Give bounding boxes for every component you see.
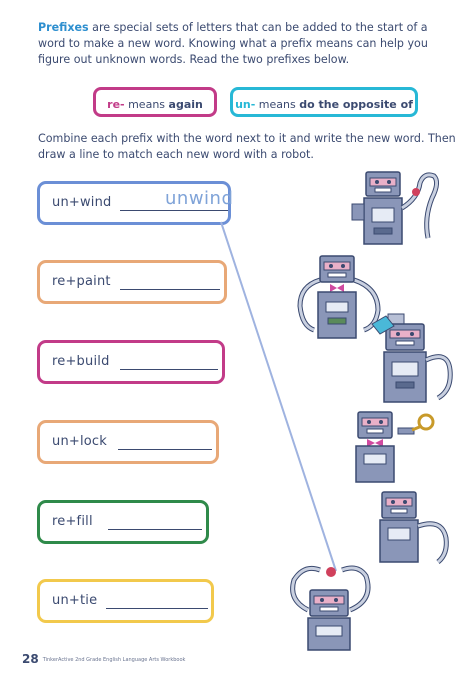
prefix-re-label: re- bbox=[107, 98, 125, 111]
instructions: Combine each prefix with the word next to it and write the new word. Then draw a line to match each new word with a robot. bbox=[38, 132, 456, 161]
robot-winding-key[interactable] bbox=[348, 168, 444, 248]
page-number: 28 bbox=[22, 652, 39, 666]
intro-term: Prefixes bbox=[38, 21, 89, 34]
prefix-re-meaning: again bbox=[168, 98, 203, 111]
word-label: un+tie bbox=[52, 593, 98, 608]
word-label: re+build bbox=[52, 354, 110, 369]
word-label: re+paint bbox=[52, 274, 111, 289]
word-label: un+lock bbox=[52, 434, 108, 449]
robot-key[interactable] bbox=[346, 408, 456, 484]
word-label: re+fill bbox=[52, 514, 93, 529]
prefix-un-means: means bbox=[255, 98, 300, 111]
robot-drinking[interactable] bbox=[372, 488, 468, 564]
prefix-un-meaning: do the opposite of bbox=[299, 98, 413, 111]
page-footer bbox=[22, 652, 185, 666]
word-label: un+wind bbox=[52, 195, 112, 210]
footer-credit: TinkerActive 2nd Grade English Language Arts Workbook bbox=[42, 657, 186, 663]
written-answer: unwind bbox=[165, 188, 234, 209]
robot-tied[interactable] bbox=[284, 560, 394, 652]
prefix-re-means: means bbox=[124, 98, 169, 111]
intro-text: are special sets of letters that can be added to the start of a word to make a new word. Knowing what a prefix means can help you figure out unknown words. Read the two prefixes below. bbox=[38, 21, 428, 66]
robot-building[interactable] bbox=[368, 310, 464, 406]
prefix-un-label: un- bbox=[235, 98, 256, 111]
